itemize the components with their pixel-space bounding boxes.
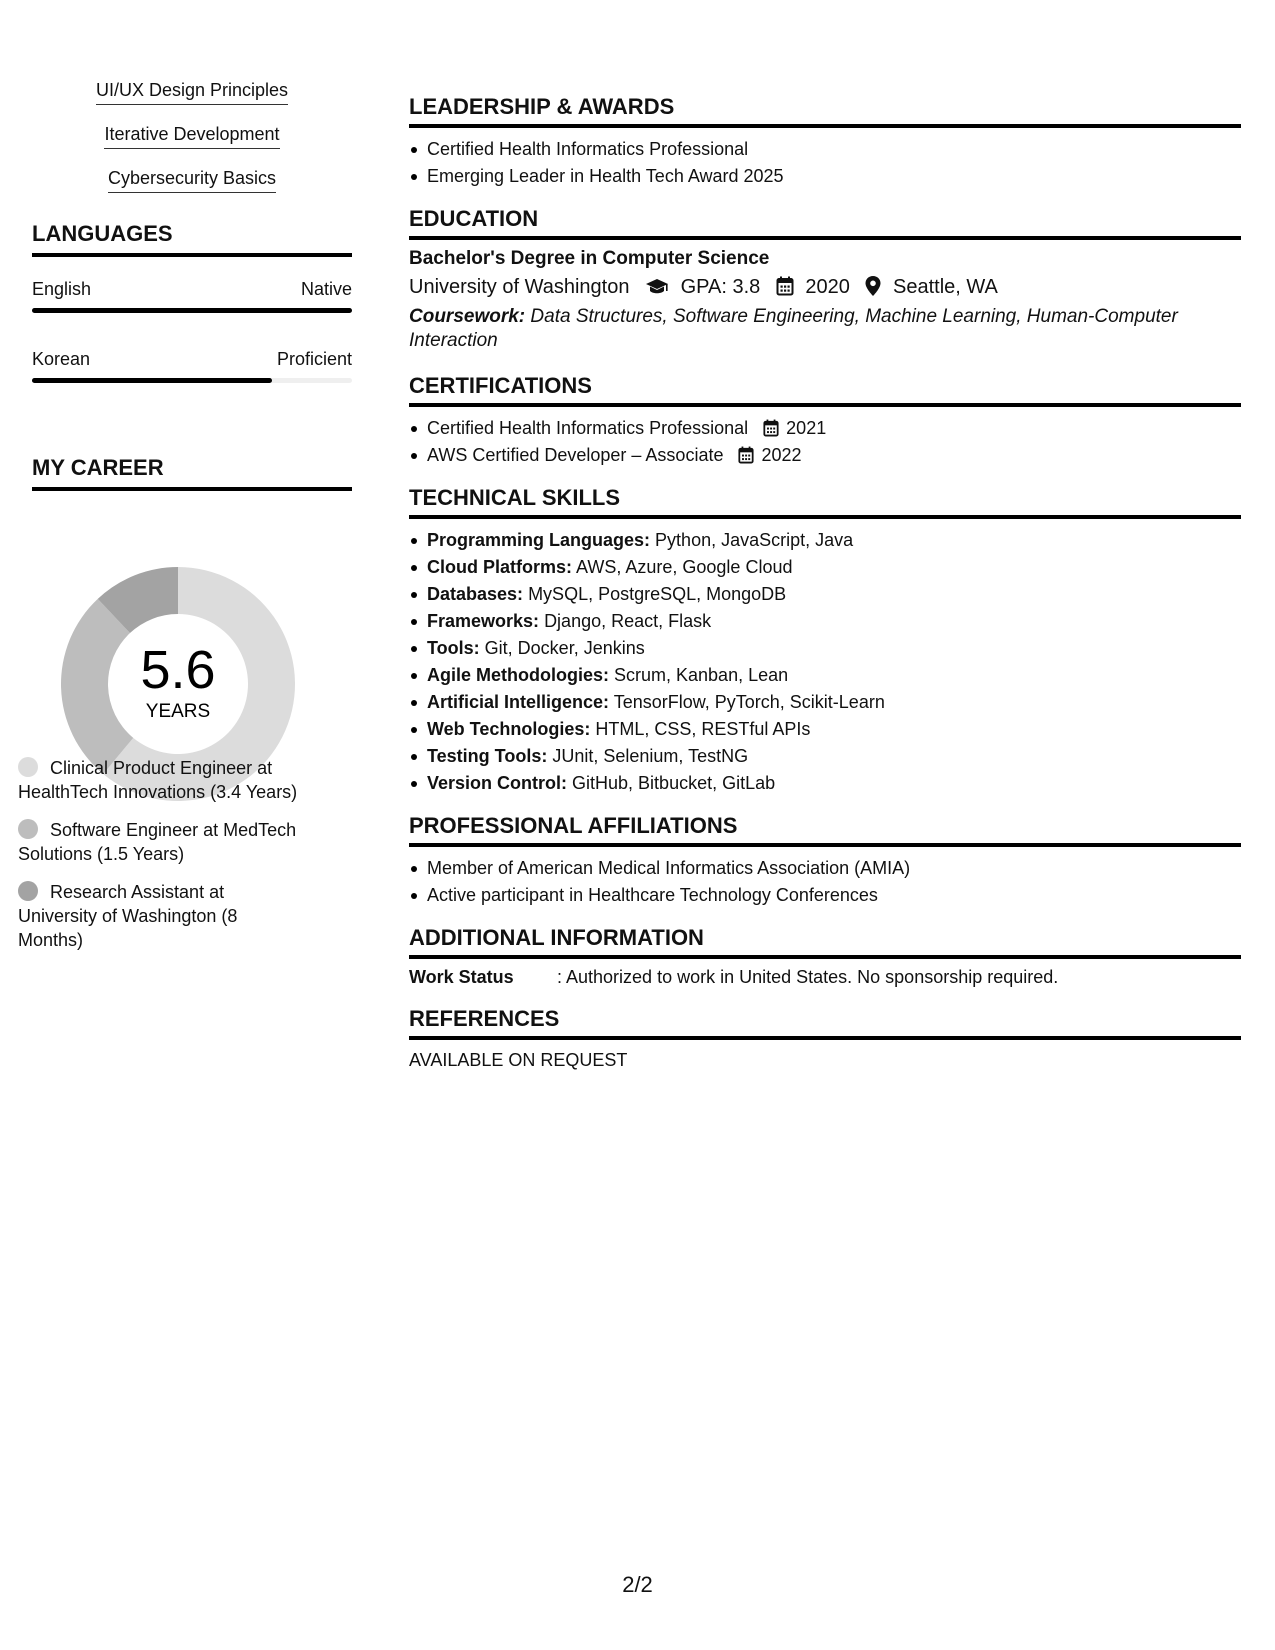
language-bar xyxy=(32,308,352,313)
calendar-icon xyxy=(763,419,779,437)
work-status xyxy=(409,967,1241,988)
list-item: Certified Health Informatics Professional 2021 xyxy=(409,415,1241,442)
list-item: Active participant in Healthcare Technology Conferences xyxy=(409,882,1241,909)
language-level: Native xyxy=(300,279,352,299)
additional-info-heading: ADDITIONAL INFORMATION xyxy=(409,925,1241,959)
leadership-heading: LEADERSHIP & AWARDS xyxy=(409,94,1241,128)
education-location: Seattle, WA xyxy=(893,276,998,298)
work-status-value: : Authorized to work in United States. No sponsorship required. xyxy=(557,967,1059,987)
language-bar-fill xyxy=(32,378,272,383)
list-item: Programming Languages: Python, JavaScript, Java xyxy=(409,527,1241,554)
degree-title: Bachelor's Degree in Computer Science xyxy=(409,248,770,269)
calendar-icon xyxy=(776,276,794,296)
references-value: AVAILABLE ON REQUEST xyxy=(409,1050,628,1070)
career-item: Software Engineer at MedTech Solutions (1.5 Years) xyxy=(18,820,297,864)
language-name: English xyxy=(32,279,92,299)
career-item: Research Assistant at University of Washington (8 Months) xyxy=(18,882,238,950)
page-number: 2/2 xyxy=(622,1572,653,1597)
technical-skills-heading: TECHNICAL SKILLS xyxy=(409,485,1241,519)
references-heading: REFERENCES xyxy=(409,1006,1241,1040)
list-item: Testing Tools: JUnit, Selenium, TestNG xyxy=(409,743,1241,770)
skill-tag: UI/UX Design Principles xyxy=(32,80,352,105)
technical-skills-list xyxy=(409,527,1241,797)
list-item: Certified Health Informatics Professional xyxy=(409,136,1241,163)
career-total: 5.6 xyxy=(140,640,216,700)
skill-tags xyxy=(32,80,352,193)
school-name: University of Washington xyxy=(409,276,630,298)
education-heading: EDUCATION xyxy=(409,206,1241,240)
location-pin-icon xyxy=(865,276,881,296)
main-content xyxy=(409,94,1241,1071)
language-name: Korean xyxy=(32,349,91,369)
gpa: GPA: 3.8 xyxy=(680,276,761,298)
sidebar xyxy=(32,80,352,491)
list-item: Databases: MySQL, PostgreSQL, MongoDB xyxy=(409,581,1241,608)
certifications-list xyxy=(409,415,1241,469)
graduation-cap-icon xyxy=(645,278,669,296)
list-item: Agile Methodologies: Scrum, Kanban, Lean xyxy=(409,662,1241,689)
list-item: Web Technologies: HTML, CSS, RESTful APIs xyxy=(409,716,1241,743)
career-item: Clinical Product Engineer at HealthTech Innovations (3.4 Years) xyxy=(18,758,298,802)
graduation-year: 2020 xyxy=(805,276,850,298)
certifications-heading: CERTIFICATIONS xyxy=(409,373,1241,407)
language-english xyxy=(32,279,352,313)
calendar-icon xyxy=(738,446,754,464)
legend-dot-icon xyxy=(18,881,38,901)
languages-heading: LANGUAGES xyxy=(32,221,352,257)
list-item: Artificial Intelligence: TensorFlow, PyTorch, Scikit-Learn xyxy=(409,689,1241,716)
language-bar-fill xyxy=(32,308,352,313)
list-item: Emerging Leader in Health Tech Award 2025 xyxy=(409,163,1241,190)
skill-tag: Cybersecurity Basics xyxy=(32,168,352,193)
education-details xyxy=(409,276,1241,299)
legend-dot-icon xyxy=(18,757,38,777)
list-item: Member of American Medical Informatics Association (AMIA) xyxy=(409,855,1241,882)
career-heading: MY CAREER xyxy=(32,455,352,491)
language-korean xyxy=(32,349,352,383)
list-item: Tools: Git, Docker, Jenkins xyxy=(409,635,1241,662)
skill-tag: Iterative Development xyxy=(32,124,352,149)
list-item: Frameworks: Django, React, Flask xyxy=(409,608,1241,635)
language-level: Proficient xyxy=(276,349,352,369)
list-item: Cloud Platforms: AWS, Azure, Google Cloud xyxy=(409,554,1241,581)
work-status-label: Work Status xyxy=(409,967,514,987)
list-item: Version Control: GitHub, Bitbucket, GitLab xyxy=(409,770,1241,797)
leadership-list xyxy=(409,136,1241,190)
career-legend xyxy=(18,756,303,966)
affiliations-list xyxy=(409,855,1241,909)
language-bar xyxy=(32,378,352,383)
donut-segment-1 xyxy=(61,599,133,774)
career-unit: YEARS xyxy=(145,701,211,722)
affiliations-heading: PROFESSIONAL AFFILIATIONS xyxy=(409,813,1241,847)
legend-dot-icon xyxy=(18,819,38,839)
list-item: AWS Certified Developer – Associate 2022 xyxy=(409,442,1241,469)
coursework: Coursework: Data Structures, Software Engineering, Machine Learning, Human-Computer Interaction xyxy=(409,306,1178,351)
